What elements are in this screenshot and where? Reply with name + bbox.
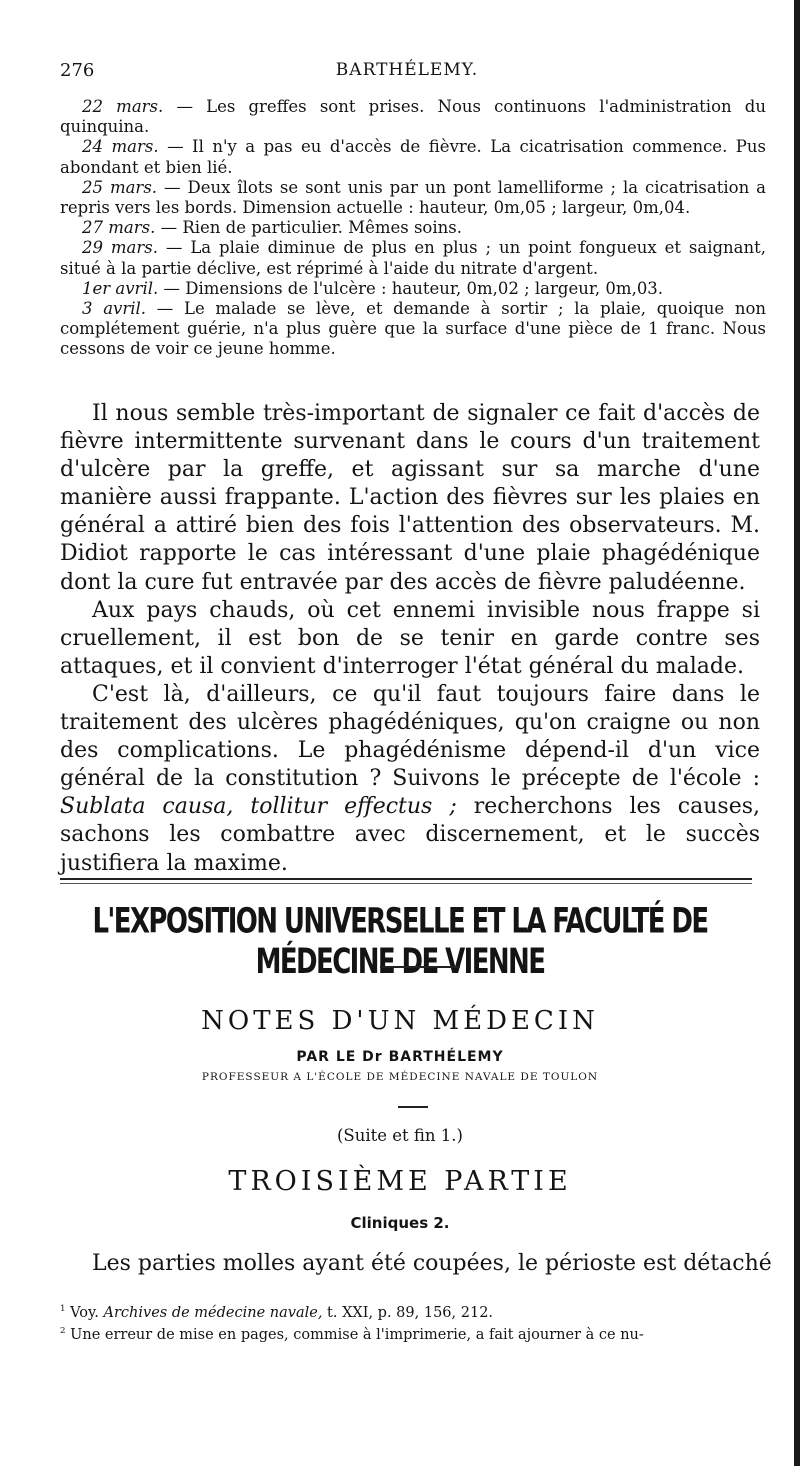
entry: 27 mars. — Rien de particulier. Mêmes soins. — [82, 218, 462, 238]
continuation-note: (Suite et fin 1.) — [337, 1126, 463, 1145]
paragraph: Il nous semble très-important de signaler ce fait d'accès de fièvre intermittente survenant dans le cours d'un traitement d'ulcère par la greffe, et agissant sur sa marche d'une manière aussi frappante. L'action des fièvres sur les plaies en général a attiré bien des fois l'attention des observateurs. M. Didiot rapporte le cas intéressant d'une plaie phagédénique dont la cure fut entravée par des accès de fièvre paludéenne. — [60, 401, 760, 595]
paragraph: Aux pays chauds, où cet ennemi invisible nous frappe si cruellement, il est bon de se tenir en garde contre ses attaques, et il convient d'interroger l'état général du malade. — [60, 597, 760, 679]
article-title: L'EXPOSITION UNIVERSELLE ET LA FACULTÉ DE MÉDECINE DE VIENNE — [92, 901, 708, 983]
article-subtitle: NOTES D'UN MÉDECIN — [201, 1006, 599, 1036]
running-head: BARTHÉLEMY. — [335, 60, 479, 80]
entry: 22 mars. — Les greffes sont prises. Nous continuons l'administration du quinquina. — [60, 97, 767, 137]
section-divider-thin — [60, 883, 752, 884]
case-entries — [60, 97, 766, 360]
body-text — [60, 400, 760, 878]
page-number: 276 — [60, 60, 95, 81]
footnote: $^1$ Voy. Archives de médecine navale, t. XXI, p. 89, 156, 212. — [60, 1304, 494, 1321]
section-divider — [60, 878, 752, 880]
author-line: PAR LE Dr BARTHÉLEMY — [296, 1049, 504, 1065]
short-divider — [398, 1106, 428, 1108]
lead-line: Les parties molles ayant été coupées, le périoste est détaché — [92, 1251, 772, 1276]
entry: 29 mars. — La plaie diminue de plus en plus ; un point fongueux et saignant, situé à la partie déclive, est réprimé à l'aide du nitrate d'argent. — [60, 238, 766, 278]
footnote: $^2$ Une erreur de mise en pages, commise à l'imprimerie, a fait ajourner à ce nu- — [60, 1326, 644, 1343]
entry: 3 avril. — Le malade se lève, et demande à sortir ; la plaie, quoique non complétement guérie, n'a plus guère que la surface d'une pièce de 1 franc. Nous cessons de voir ce jeune homme. — [60, 299, 767, 359]
entry: 24 mars. — Il n'y a pas eu d'accès de fièvre. La cicatrisation commence. Pus abondant et bien lié. — [60, 137, 766, 177]
author-affiliation: PROFESSEUR A L'ÉCOLE DE MÉDECINE NAVALE DE TOULON — [201, 1071, 599, 1083]
short-divider — [380, 966, 460, 968]
page-edge — [794, 0, 800, 1466]
section-heading: Cliniques 2. — [350, 1214, 450, 1232]
paragraph: C'est là, d'ailleurs, ce qu'il faut toujours faire dans le traitement des ulcères phagédéniques, qu'on craigne ou non des complications. Le phagédénisme dépend-il d'un vice général de la constitution ? Suivons le précepte de l'école : Sublata causa, tollitur effectus ; recherchons les causes, sachons les combattre avec discernement, et le succès justifiera la maxime. — [60, 681, 760, 876]
page-header — [60, 60, 754, 86]
part-heading: TROISIÈME PARTIE — [228, 1166, 572, 1197]
entry: 1er avril. — Dimensions de l'ulcère : hauteur, 0m,02 ; largeur, 0m,03. — [82, 278, 664, 298]
entry: 25 mars. — Deux îlots se sont unis par un pont lamelliforme ; la cicatrisation a repris vers les bords. Dimension actuelle : hauteur, 0m,05 ; largeur, 0m,04. — [60, 177, 766, 218]
